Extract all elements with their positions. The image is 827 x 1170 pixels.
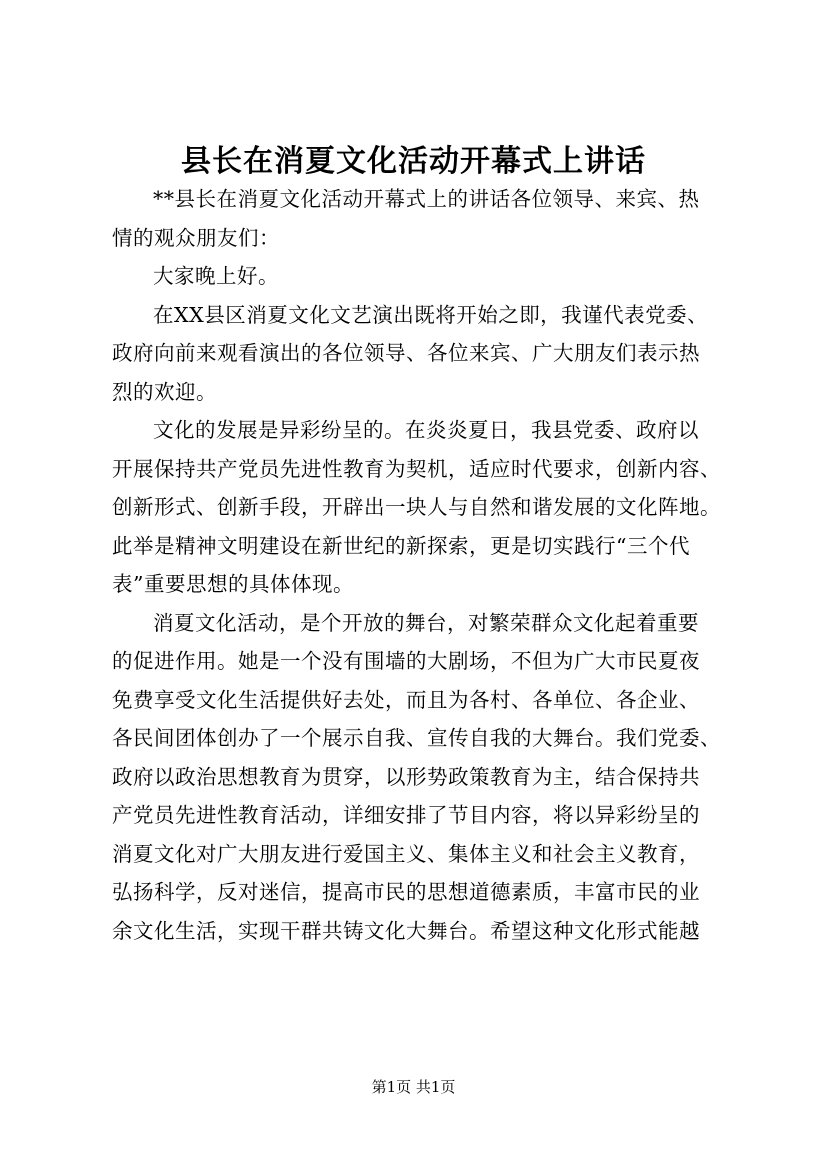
paragraph-salutation: **县长在消夏文化活动开幕式上的讲话各位领导、来宾、热 情的观众朋友们：: [112, 187, 700, 250]
paragraph-greeting: 大家晚上好。: [153, 264, 279, 288]
paragraph-welcome: 在XX县区消夏文化文艺演出既将开始之即，我谨代表党委、 政府向前来观看演出的各位领导、各位来宾、广大朋友们表示热 烈的欢迎。: [112, 302, 709, 404]
paragraph-activity-description: 消夏文化活动，是个开放的舞台，对繁荣群众文化起着重要 的促进作用。她是一个没有围墙的大剧场，不但为广大市民夏夜 免费享受文化生活提供好去处，而且为各村、各单位、各企业、 各民间团体创办了一个展示自我、宣传自我的大舞台。我们党委、 政府以政治思想教育为贯穿，以形势政策教育为主，结合保持共 产党员先进性教育活动，详细安排了节目内容，将以异彩纷呈的 消夏文化对广大朋友进行爱国主义、集体主义和社会主义教育， 弘扬科学，反对迷信，提高市民的思想道德素质，丰富市民的业 余文化生活，实现干群共铸文化大舞台。希望这种文化形式能越: [112, 610, 721, 943]
paragraph-culture-development: 文化的发展是异彩纷呈的。在炎炎夏日，我县党委、政府以 开展保持共产党员先进性教育为契机，适应时代要求，创新内容、 创新形式、创新手段，开辟出一块人与自然和谐发展的文化阵地。 此举是精神文明建设在新世纪的新探索，更是切实践行“三个代 表”重要思想的具体体现。: [112, 418, 721, 596]
document-body: [112, 180, 732, 950]
page-number-footer: 第1页 共1页: [371, 1078, 456, 1096]
document-title: 县长在消夏文化活动开幕式上讲话: [181, 144, 646, 179]
